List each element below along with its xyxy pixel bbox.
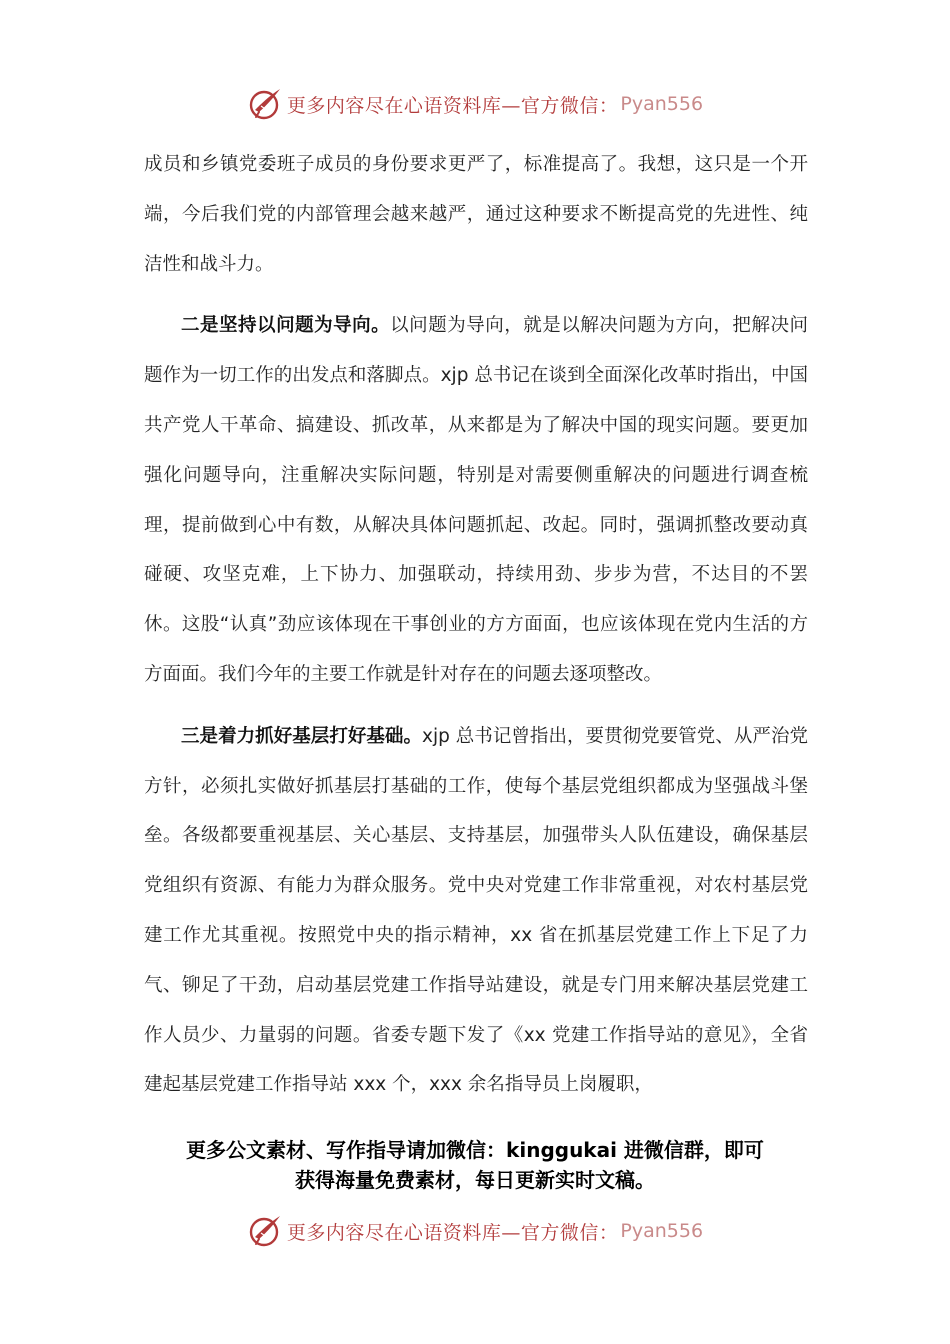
paragraph-2 bbox=[144, 301, 808, 699]
document-body bbox=[144, 140, 808, 1110]
paragraph-1 bbox=[144, 140, 808, 289]
header-wechat-id: Pyan556 bbox=[620, 93, 704, 115]
paragraph-1-text: 成员和乡镇党委班子成员的身份要求更严了，标准提高了。我想，这只是一个开端，今后我们党的内部管理会越来越严，通过这种要求不断提高党的先进性、纯洁性和战斗力。 bbox=[144, 154, 808, 275]
promo-line-1: 更多公文素材、写作指导请加微信：kinggukai 进微信群，即可 bbox=[186, 1138, 764, 1162]
header-banner bbox=[0, 84, 950, 124]
paragraph-3 bbox=[144, 712, 808, 1110]
paragraph-3-heading: 三是着力抓好基层打好基础。 bbox=[181, 725, 423, 747]
promo-line-2: 获得海量免费素材，每日更新实时文稿。 bbox=[295, 1168, 655, 1192]
paragraph-2-text: 以问题为导向，就是以解决问题为方向，把解决问题作为一切工作的出发点和落脚点。xjp 总书记在谈到全面深化改革时指出，中国共产党人干革命、搞建设、抓改革，从来都是为了解决中国的现实问题。要更加强化问题导向，注重解决实际问题，特别是对需要侧重解决的问题进行调查梳理，提前做到心中有数，从解决具体问题抓起、改起。同时，强调抓整改要动真碰硬、攻坚克难，上下协力、加强联动，持续用劲、步步为营，不达目的不罢休。这股“认真”劲应该体现在干事创业的方方面面，也应该体现在党内生活的方方面面。我们今年的主要工作就是针对存在的问题去逐项整改。 bbox=[144, 315, 808, 685]
paragraph-3-text: xjp 总书记曾指出，要贯彻党要管党、从严治党方针，必须扎实做好抓基层打基础的工作，使每个基层党组织都成为坚强战斗堡垒。各级都要重视基层、关心基层、支持基层，加强带头人队伍建设，确保基层党组织有资源、有能力为群众服务。党中央对党建工作非常重视，对农村基层党建工作尤其重视。按照党中央的指示精神，xx 省在抓基层党建工作上下足了力气、铆足了干劲，启动基层党建工作指导站建设，就是专门用来解决基层党建工作人员少、力量弱的问题。省委专题下发了《xx 党建工作指导站的意见》，全省建起基层党建工作指导站 xxx 个，xxx 余名指导员上岗履职， bbox=[144, 725, 808, 1096]
paragraph-2-heading: 二是坚持以问题为导向。 bbox=[181, 315, 391, 337]
header-banner-text: 更多内容尽在心语资料库—官方微信： bbox=[286, 94, 619, 117]
footer-wechat-id: Pyan556 bbox=[620, 1220, 704, 1242]
footer-banner bbox=[0, 1211, 950, 1251]
quill-logo-icon bbox=[247, 86, 283, 122]
quill-logo-icon bbox=[247, 1213, 283, 1249]
promo-notice bbox=[120, 1135, 830, 1195]
footer-banner-text: 更多内容尽在心语资料库—官方微信： bbox=[286, 1221, 619, 1244]
